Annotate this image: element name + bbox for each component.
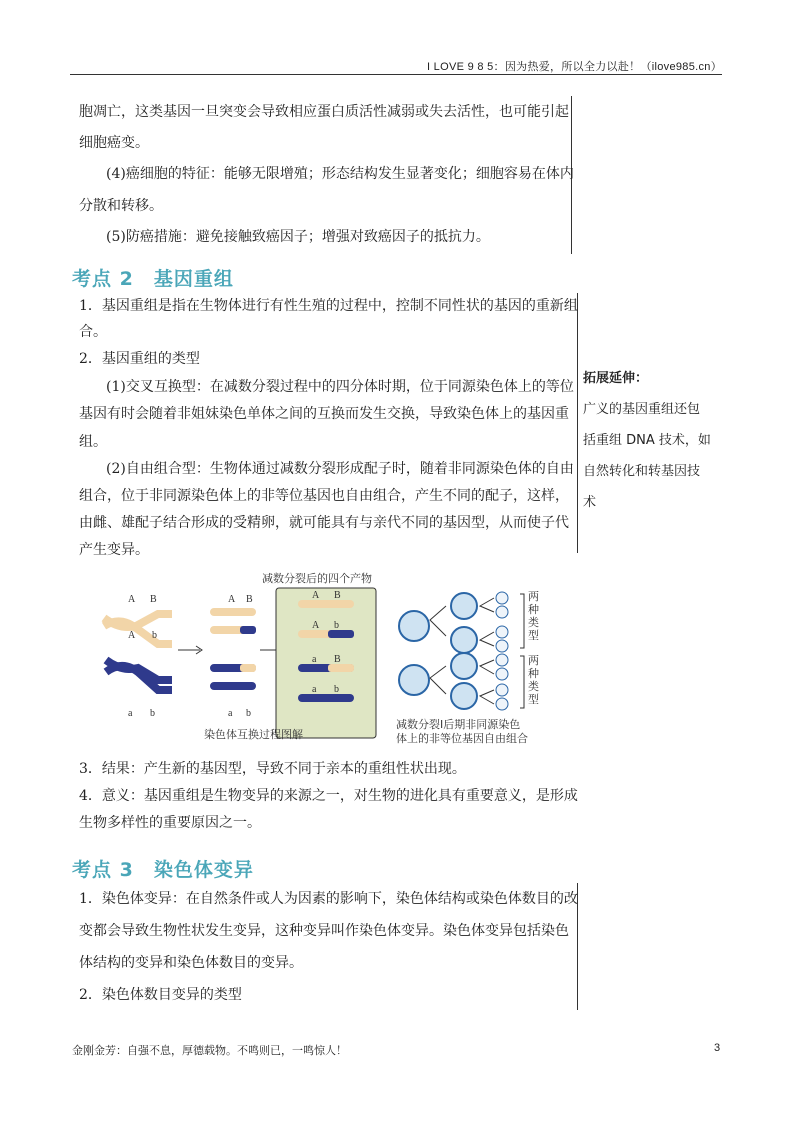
page-header: I LOVE 9 8 5：因为热爱，所以全力以赴！（ilove985.cn） — [426, 61, 722, 73]
svg-text:b: b — [334, 620, 339, 631]
svg-text:A: A — [228, 594, 236, 605]
section-title-3: 考点 3 染色体变异 — [72, 859, 254, 881]
paragraph-line: 合。 — [79, 324, 107, 340]
paragraph-line: (5)防癌措施：避免接触致癌因子；增强对致癌因子的抵抗力。 — [106, 229, 490, 245]
paragraph-line: 组。 — [79, 434, 107, 450]
svg-text:b: b — [150, 708, 155, 719]
svg-text:b: b — [246, 708, 251, 719]
paragraph-line: (2)自由组合型：生物体通过减数分裂形成配子时，随着非同源染色体的自由 — [106, 461, 574, 477]
sidebar-line: 广义的基因重组还包 — [583, 402, 701, 417]
paragraph-line: 2．染色体数目变异的类型 — [79, 987, 242, 1003]
svg-text:B: B — [334, 654, 341, 665]
figure-right-caption — [396, 718, 528, 746]
paragraph-line: 体结构的变异和染色体数目的变异。 — [79, 955, 303, 971]
svg-text:B: B — [150, 594, 157, 605]
paragraph-line: 1．染色体变异：在自然条件或人为因素的影响下，染色体结构或染色体数目的改 — [79, 891, 578, 907]
paragraph-line: 4．意义：基因重组是生物变异的来源之一，对生物的进化具有重要意义，是形成 — [79, 788, 578, 804]
svg-text:a: a — [312, 654, 317, 665]
svg-text:a: a — [128, 708, 133, 719]
svg-text:a: a — [228, 708, 233, 719]
sidebar-line: 术 — [583, 495, 597, 510]
svg-text:A: A — [128, 630, 136, 641]
figure-right-caption-line: 体上的非等位基因自由组合 — [396, 732, 528, 745]
svg-text:A: A — [312, 620, 320, 631]
sidebar-line: 括重组 DNA 技术，如 — [583, 433, 711, 448]
two-types-label: 两种类型 — [528, 654, 539, 706]
header-rule — [70, 74, 722, 75]
paragraph-line: (4)癌细胞的特征：能够无限增殖；形态结构发生显著变化；细胞容易在体内 — [106, 166, 574, 182]
page-number: 3 — [714, 1042, 721, 1054]
paragraph-line: 细胞癌变。 — [79, 135, 149, 151]
paragraph-line: 生物多样性的重要原因之一。 — [79, 815, 261, 831]
paragraph-line: 组合，位于非同源染色体上的非等位基因也自由组合，产生不同的配子，这样， — [79, 488, 569, 504]
figure-right-caption-line: 减数分裂Ⅰ后期非同源染色 — [396, 718, 521, 731]
paragraph-line: 3．结果：产生新的基因型，导致不同于亲本的重组性状出现。 — [79, 761, 466, 777]
svg-text:A: A — [312, 590, 320, 601]
figure-left-caption: 染色体互换过程图解 — [204, 728, 303, 741]
paragraph-line: 产生变异。 — [79, 542, 149, 558]
sidebar-note — [583, 363, 711, 518]
figure-top-caption: 减数分裂后的四个产物 — [262, 572, 372, 585]
assortment-cells — [399, 592, 524, 710]
sidebar-line: 自然转化和转基因技 — [583, 464, 701, 479]
paragraph-line: 胞凋亡，这类基因一旦突变会导致相应蛋白质活性减弱或失去活性，也可能引起 — [79, 104, 569, 120]
paragraph-line: (1)交叉互换型：在减数分裂过程中的四分体时期，位于同源染色体上的等位 — [106, 379, 574, 395]
svg-text:B: B — [334, 590, 341, 601]
svg-text:b: b — [152, 630, 157, 641]
svg-text:A: A — [128, 594, 136, 605]
section2-divider — [577, 293, 578, 553]
crossover-step-1 — [104, 594, 172, 719]
two-types-label: 两种类型 — [528, 590, 539, 642]
svg-text:b: b — [334, 684, 339, 695]
paragraph-line: 基因有时会随着非姐妹染色单体之间的互换而发生交换，导致染色体上的基因重 — [79, 406, 569, 422]
gene-recombination-figure — [100, 568, 560, 750]
paragraph-line: 2．基因重组的类型 — [79, 351, 200, 367]
footer-motto: 金刚金芳：自强不息，厚德载物。不鸣则已，一鸣惊人！ — [72, 1045, 347, 1057]
four-products-box — [276, 588, 376, 738]
crossover-step-2 — [210, 594, 256, 719]
paragraph-line: 变都会导致生物性状发生变异，这种变异叫作染色体变异。染色体变异包括染色 — [79, 923, 569, 939]
paragraph-line: 分散和转移。 — [79, 198, 163, 214]
svg-text:B: B — [246, 594, 253, 605]
paragraph-line: 1．基因重组是指在生物体进行有性生殖的过程中，控制不同性状的基因的重新组 — [79, 298, 578, 314]
svg-text:a: a — [312, 684, 317, 695]
section-title-2: 考点 2 基因重组 — [72, 268, 234, 290]
paragraph-line: 由雌、雄配子结合形成的受精卵，就可能具有与亲代不同的基因型，从而使子代 — [79, 515, 569, 531]
sidebar-title: 拓展延伸： — [583, 371, 649, 386]
